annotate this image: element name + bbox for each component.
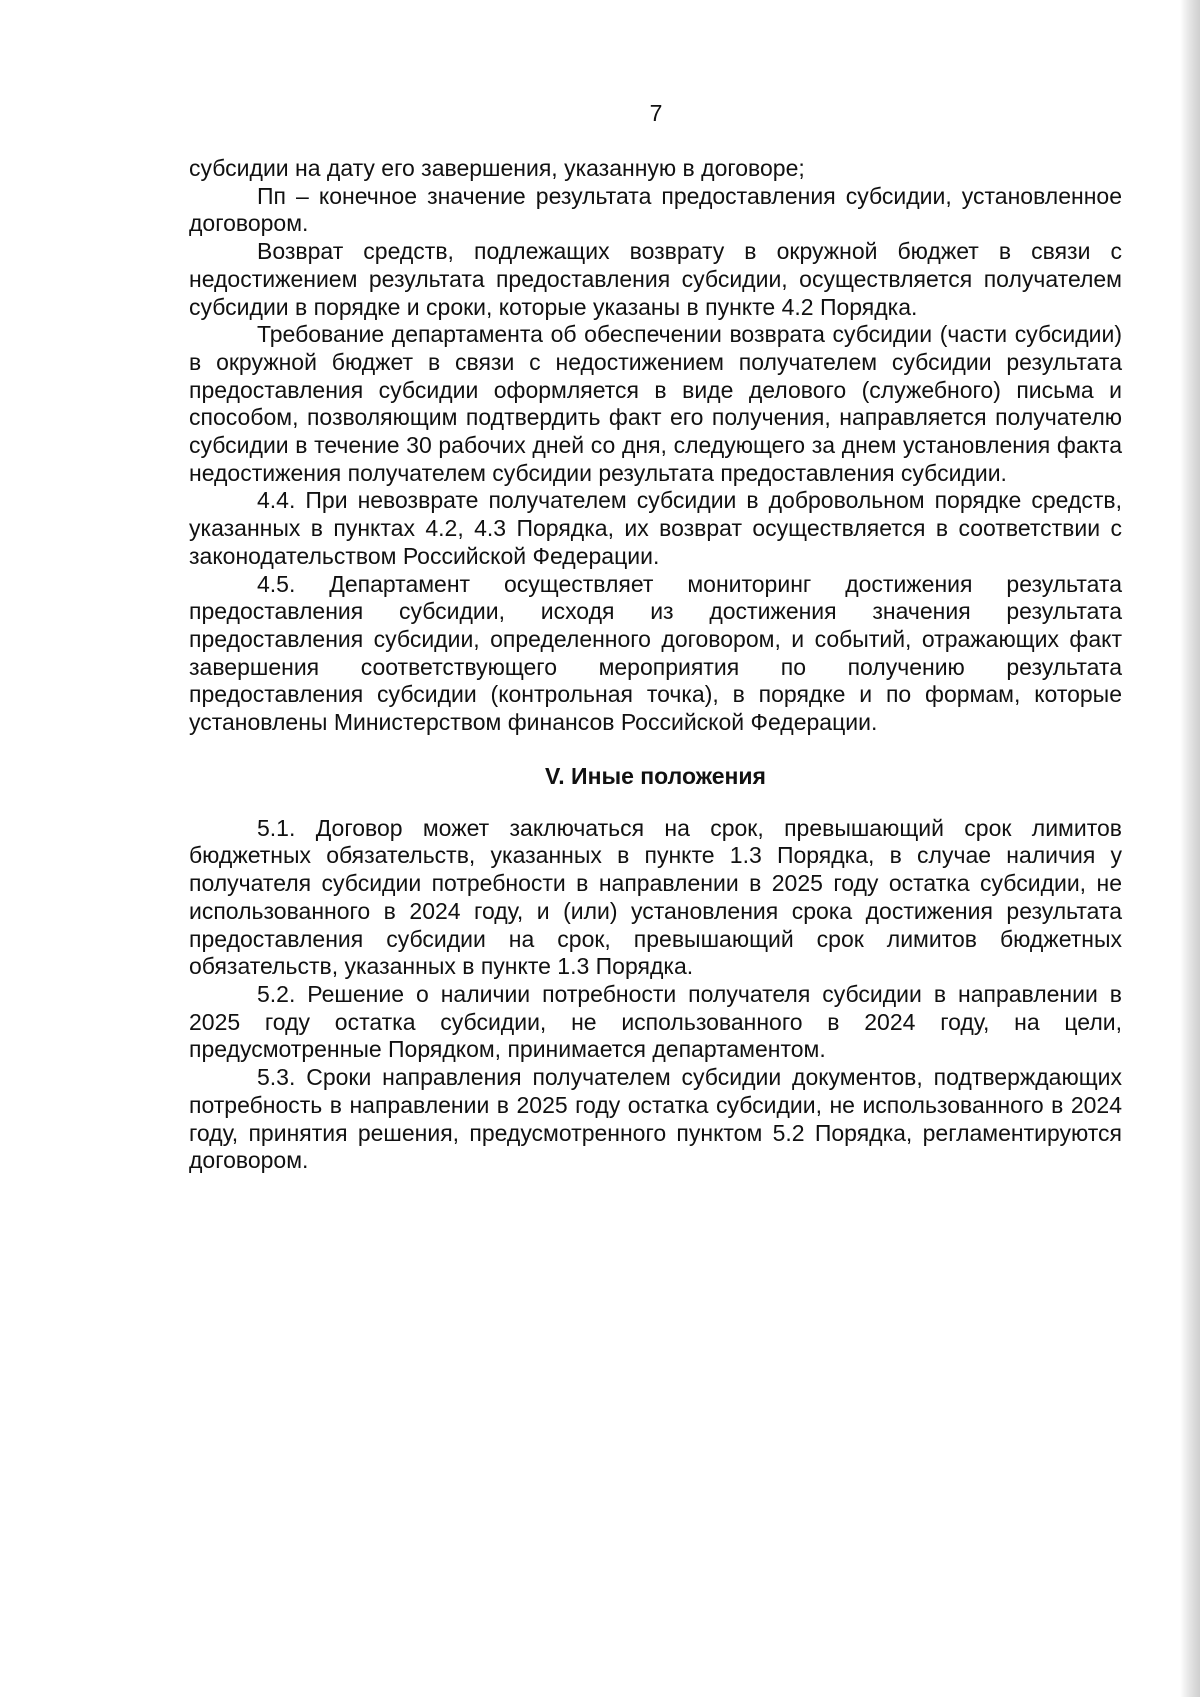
section-5-body <box>189 815 1122 1175</box>
section-heading: V. Иные положения <box>545 762 766 789</box>
paragraph-4-4: 4.4. При невозврате получателем субсидии в добровольном порядке средств, указанных в пунктах 4.2, 4.3 Порядка, их возврат осуществляется в соответствии с законодательством Российской Федерации. <box>189 487 1122 569</box>
paragraph-5-3: 5.3. Сроки направления получателем субсидии документов, подтверждающих потребность в направлении в 2025 году остатка субсидии, не использованного в 2024 году, принятия решения, предусмотренного пунктом 5.2 Порядка, регламентируются договором. <box>189 1064 1122 1174</box>
paragraph-pp-definition: Пп – конечное значение результата предоставления субсидии, установленное договором. <box>189 182 1122 237</box>
paragraph-requirement: Требование департамента об обеспечении возврата субсидии (части субсидии) в окружной бюджет в связи с недостижением получателем субсидии результата предоставления субсидии оформляется в виде делового (служебного) письма и способом, позволяющим подтвердить факт его получения, направляется получателю субсидии в течение 30 рабочих дней со дня, следующего за днем установления факта недостижения получателем субсидии результата предоставления субсидии. <box>189 321 1122 486</box>
paragraph-5-1: 5.1. Договор может заключаться на срок, превышающий срок лимитов бюджетных обязательств, указанных в пункте 1.3 Порядка, в случае наличия у получателя субсидии потребности в направлении в 2025 году остатка субсидии, не использованного в 2024 году, и (или) установления срока достижения результата предоставления субсидии на срок, превышающий срок лимитов бюджетных обязательств, указанных в пункте 1.3 Порядка. <box>189 814 1122 980</box>
paragraph-4-5: 4.5. Департамент осуществляет мониторинг достижения результата предоставления субсидии, исходя из достижения значения результата предоставления субсидии, определенного договором, и событий, отражающих факт завершения соответствующего мероприятия по получению результата предоставления субсидии (контрольная точка), в порядке и по формам, которые установлены Министерством финансов Российской Федерации. <box>189 570 1122 736</box>
paragraph-refund: Возврат средств, подлежащих возврату в окружной бюджет в связи с недостижением результата предоставления субсидии, осуществляется получателем субсидии в порядке и сроки, которые указаны в пункте 4.2 Порядка. <box>189 238 1122 320</box>
page-edge-shadow <box>1180 0 1200 1697</box>
page-number: 7 <box>649 100 663 126</box>
paragraph-5-2: 5.2. Решение о наличии потребности получателя субсидии в направлении в 2025 году остатка субсидии, не использованного в 2024 году, на цели, предусмотренные Порядком, принимается департаментом. <box>189 980 1122 1063</box>
paragraph-continuation: субсидии на дату его завершения, указанную в договоре; <box>189 155 805 181</box>
document-body <box>189 155 1122 1175</box>
